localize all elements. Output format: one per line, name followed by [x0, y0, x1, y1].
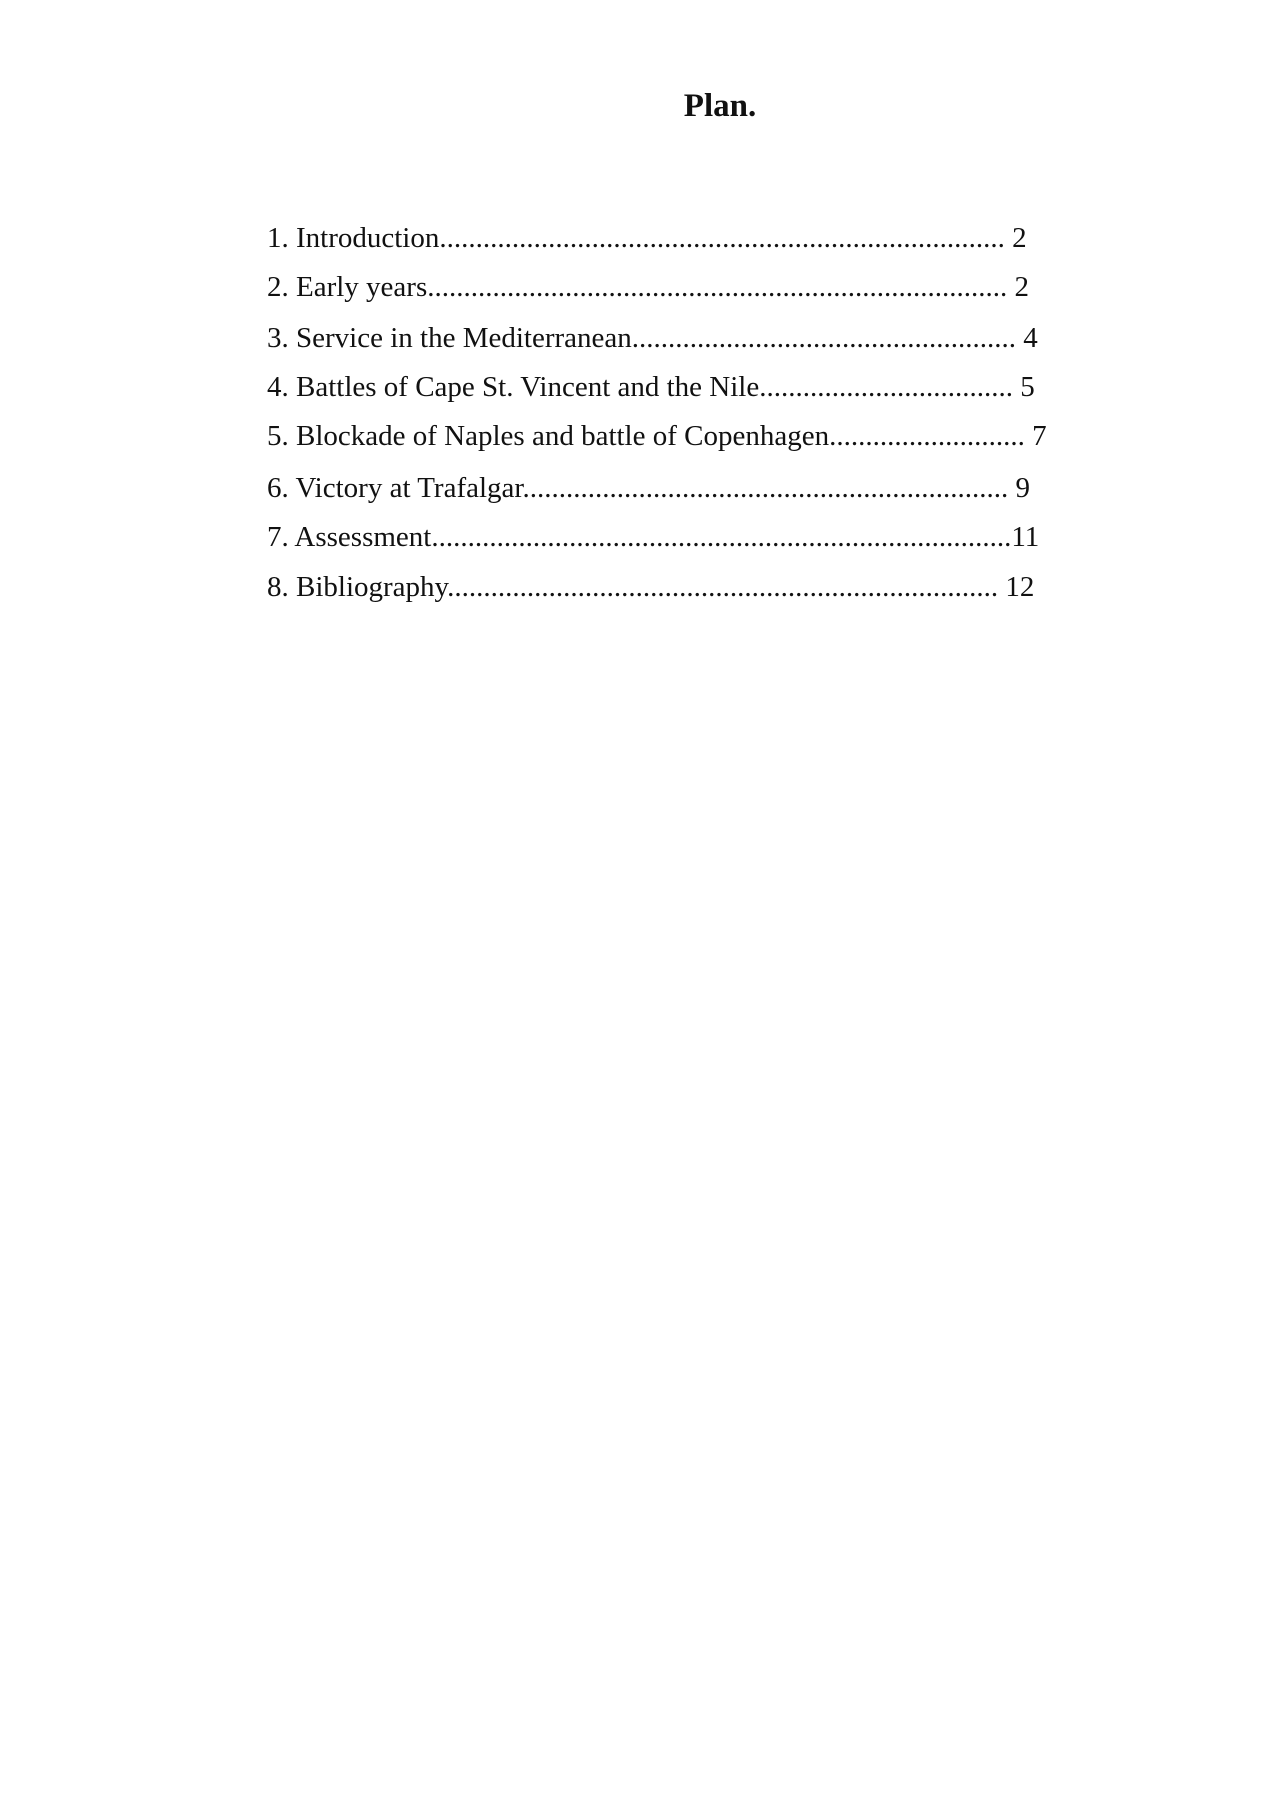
- page-title: Plan.: [683, 88, 757, 124]
- toc-entry-bibliography: 8. Bibliography............................................................................ 12: [267, 571, 1035, 603]
- toc-entry-naples-copenhagen: 5. Blockade of Naples and battle of Copenhagen........................... 7: [267, 420, 1047, 452]
- toc-entry-early-years: 2. Early years................................................................................ 2: [267, 271, 1029, 303]
- toc-entry-introduction: 1. Introduction.............................................................................. 2: [267, 222, 1027, 254]
- toc-entry-trafalgar: 6. Victory at Trafalgar................................................................... 9: [267, 472, 1030, 504]
- toc-entry-assessment: 7. Assessment................................................................................11: [267, 521, 1040, 553]
- toc-entry-mediterranean: 3. Service in the Mediterranean..................................................... 4: [267, 322, 1038, 354]
- toc-entry-cape-st-vincent-nile: 4. Battles of Cape St. Vincent and the Nile................................... 5: [267, 371, 1035, 403]
